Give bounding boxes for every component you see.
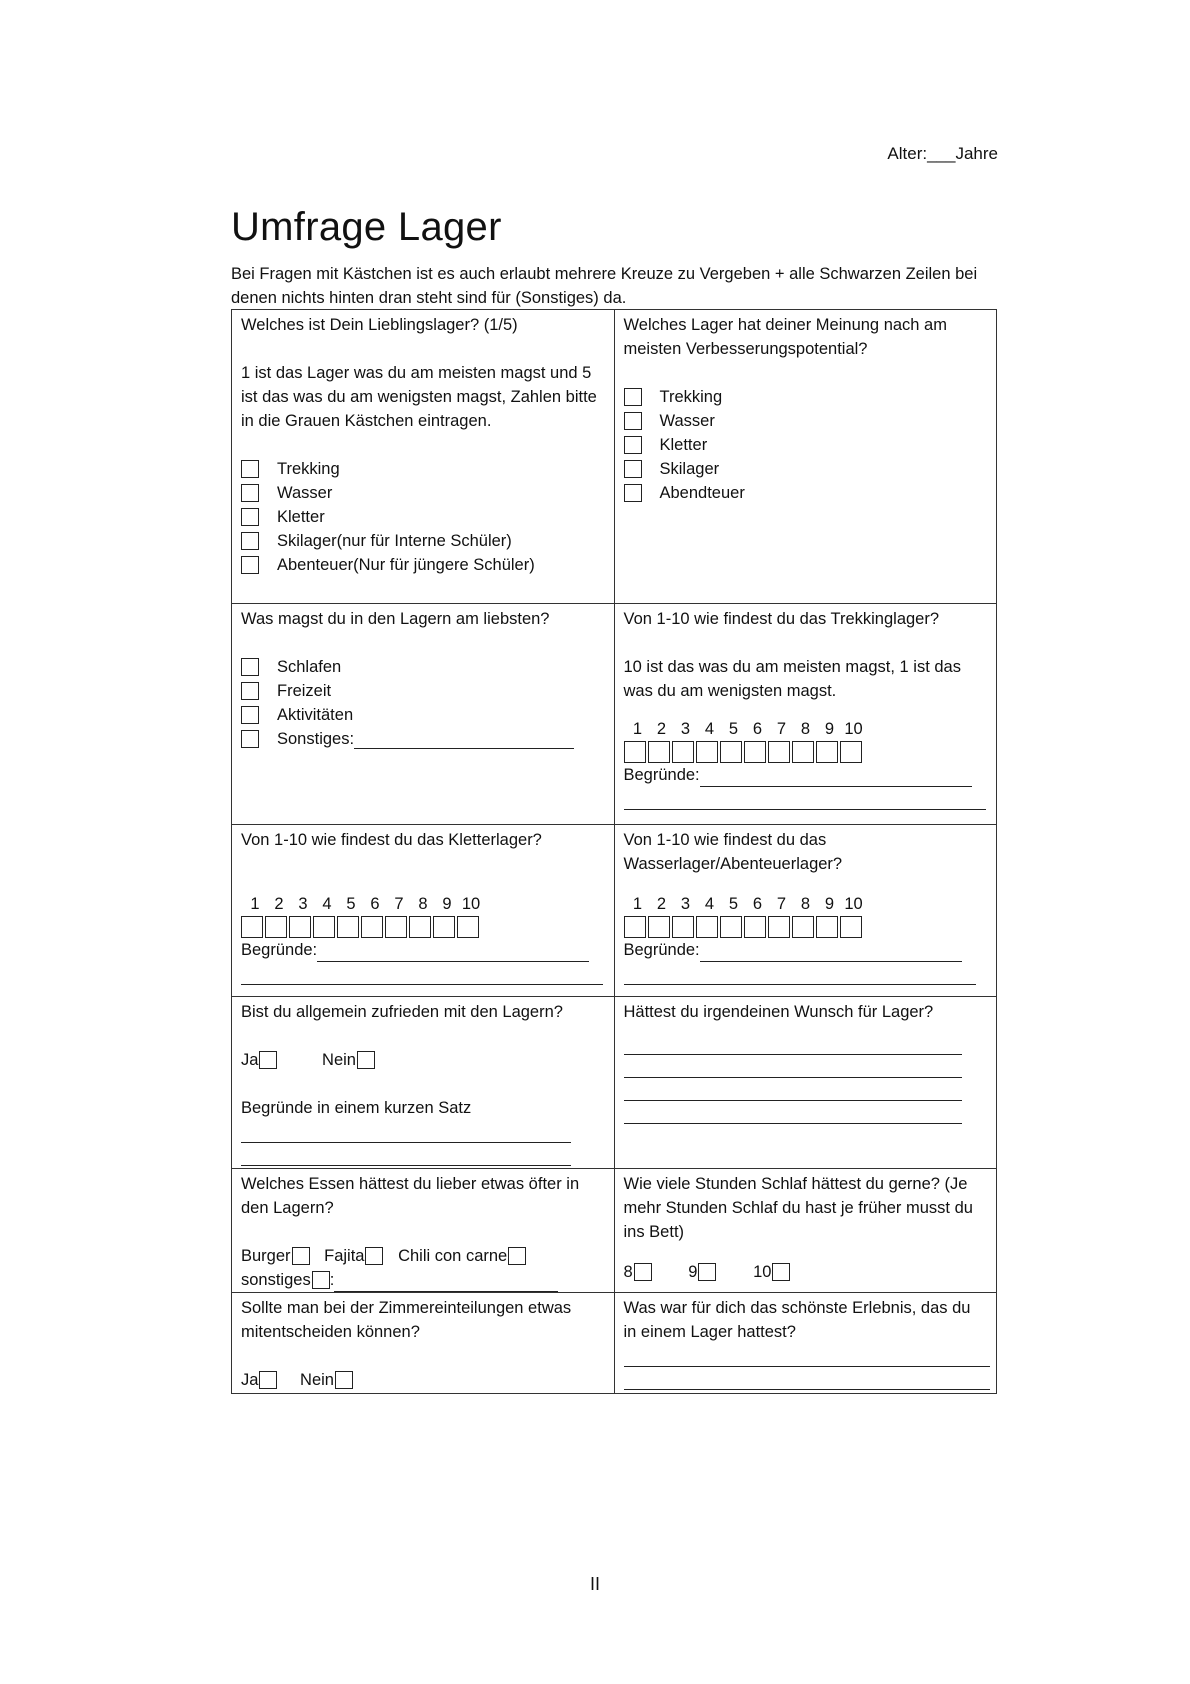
other-input-line[interactable]	[334, 1273, 558, 1292]
q2-option[interactable]	[624, 481, 988, 505]
q7-yes[interactable]	[241, 1048, 277, 1072]
checkbox[interactable]	[313, 916, 335, 938]
q3-other[interactable]	[241, 727, 605, 751]
experience-input-line[interactable]	[624, 1367, 990, 1390]
checkbox[interactable]	[768, 916, 790, 938]
checkbox[interactable]	[337, 916, 359, 938]
checkbox[interactable]	[289, 916, 311, 938]
checkbox[interactable]	[768, 741, 790, 763]
scale-number: 8	[800, 720, 811, 738]
q12-question: Was war für dich das schönste Erlebnis, das du in einem Lager hattest?	[623, 1299, 971, 1341]
q4-scale-numbers	[626, 717, 988, 741]
checkbox[interactable]	[840, 741, 862, 763]
option-label: 8	[623, 1263, 633, 1281]
scale-number: 9	[824, 720, 835, 738]
q3-cell	[232, 604, 615, 825]
checkbox[interactable]	[241, 916, 263, 938]
checkbox[interactable]	[720, 916, 742, 938]
option-label: Freizeit	[277, 682, 332, 700]
scale-number: 4	[704, 720, 715, 738]
q1-option[interactable]	[241, 505, 605, 529]
q9-option[interactable]	[241, 1244, 310, 1268]
checkbox[interactable]	[624, 741, 646, 763]
q11-yes[interactable]	[241, 1368, 277, 1392]
checkbox[interactable]	[624, 460, 642, 478]
checkbox[interactable]	[241, 460, 259, 478]
age-field[interactable]: Alter:___Jahre	[887, 144, 998, 163]
reason-input-line[interactable]	[624, 962, 976, 985]
checkbox[interactable]	[772, 1263, 790, 1281]
scale-number: 3	[680, 895, 691, 913]
option-label: Aktivitäten	[277, 706, 354, 724]
checkbox[interactable]	[241, 556, 259, 574]
scale-number: 3	[680, 720, 691, 738]
option-label: Fajita	[324, 1247, 365, 1265]
checkbox[interactable]	[385, 916, 407, 938]
checkbox[interactable]	[696, 916, 718, 938]
q7-cell	[232, 997, 615, 1169]
q10-option[interactable]	[688, 1260, 716, 1284]
checkbox[interactable]	[409, 916, 431, 938]
q3-option[interactable]	[241, 679, 605, 703]
scale-number: 8	[800, 895, 811, 913]
checkbox[interactable]	[792, 916, 814, 938]
page-title: Umfrage Lager	[231, 205, 502, 249]
scale-number: 2	[656, 895, 667, 913]
no-label: Nein	[300, 1371, 334, 1389]
option-label: Skilager	[659, 460, 720, 478]
checkbox[interactable]	[672, 916, 694, 938]
checkbox[interactable]	[744, 916, 766, 938]
q1-instructions: 1 ist das Lager was du am meisten magst und 5 ist das was du am wenigsten magst, Zahlen bitte in die Grauen Kästchen eintragen.	[241, 364, 597, 430]
checkbox[interactable]	[292, 1247, 310, 1265]
q4-instructions: 10 ist das was du am meisten magst, 1 ist das was du am wenigsten magst.	[623, 658, 961, 700]
q1-cell	[232, 310, 615, 604]
q6-scale-numbers	[626, 892, 988, 916]
option-label: Abenteuer(Nur für jüngere Schüler)	[277, 556, 535, 574]
q1-question: Welches ist Dein Lieblingslager? (1/5)	[241, 316, 518, 334]
checkbox[interactable]	[241, 682, 259, 700]
option-label: Burger	[241, 1247, 291, 1265]
reason-input-line[interactable]	[624, 787, 986, 810]
scale-number: 8	[418, 895, 428, 913]
checkbox[interactable]	[259, 1051, 277, 1069]
option-label: 10	[753, 1263, 772, 1281]
q8-cell	[614, 997, 997, 1169]
wish-input-line[interactable]	[624, 1055, 962, 1078]
yes-label: Ja	[241, 1371, 259, 1389]
option-label: Schlafen	[277, 658, 342, 676]
scale-number: 9	[442, 895, 452, 913]
q3-option[interactable]	[241, 655, 605, 679]
experience-input-line[interactable]	[624, 1344, 990, 1367]
checkbox[interactable]	[696, 741, 718, 763]
scale-number: 3	[298, 895, 308, 913]
checkbox[interactable]	[241, 730, 259, 748]
scale-number: 1	[632, 720, 643, 738]
q3-option[interactable]	[241, 703, 605, 727]
checkbox[interactable]	[792, 741, 814, 763]
checkbox[interactable]	[624, 436, 642, 454]
checkbox[interactable]	[265, 916, 287, 938]
q5-cell	[232, 825, 615, 997]
option-label: Kletter	[277, 508, 325, 526]
q9-cell	[232, 1169, 615, 1293]
q2-option[interactable]	[624, 457, 988, 481]
q1-option[interactable]	[241, 457, 605, 481]
scale-number: 9	[824, 895, 835, 913]
reason-input-line[interactable]	[700, 768, 972, 787]
q4-scale-boxes	[624, 741, 988, 763]
wish-input-line[interactable]	[624, 1101, 962, 1124]
q1-option[interactable]	[241, 481, 605, 505]
q9-option[interactable]	[398, 1244, 526, 1268]
scale-number: 7	[776, 895, 787, 913]
option-label: Wasser	[659, 412, 715, 430]
option-label: Chili con carne	[398, 1247, 508, 1265]
q6-cell	[614, 825, 997, 997]
scale-number: 5	[346, 895, 356, 913]
q10-option[interactable]	[753, 1260, 790, 1284]
scale-number: 1	[250, 895, 260, 913]
reason-label: Begründe:	[241, 941, 318, 959]
yes-label: Ja	[241, 1051, 259, 1069]
checkbox[interactable]	[312, 1271, 330, 1289]
q8-question: Hättest du irgendeinen Wunsch für Lager?	[623, 1003, 934, 1021]
checkbox[interactable]	[634, 1263, 652, 1281]
q2-option[interactable]	[624, 433, 988, 457]
q1-option[interactable]	[241, 553, 605, 577]
checkbox[interactable]	[335, 1371, 353, 1389]
scale-number: 4	[322, 895, 332, 913]
scale-number: 7	[776, 720, 787, 738]
reason-label: Begründe:	[623, 941, 700, 959]
scale-number: 10	[461, 895, 481, 913]
q2-option[interactable]	[624, 409, 988, 433]
checkbox[interactable]	[648, 916, 670, 938]
q9-option[interactable]	[324, 1244, 383, 1268]
scale-number: 2	[656, 720, 667, 738]
q3-question: Was magst du in den Lagern am liebsten?	[241, 610, 550, 628]
checkbox[interactable]	[259, 1371, 277, 1389]
scale-number: 6	[370, 895, 380, 913]
scale-number: 4	[704, 895, 715, 913]
intro-text: Bei Fragen mit Kästchen ist es auch erlaubt mehrere Kreuze zu Vergeben + alle Schwarzen Zeilen bei denen nichts hinten dran steht sind für (Sonstiges) da.	[231, 265, 978, 307]
reason-input-line[interactable]	[317, 943, 589, 962]
q2-question: Welches Lager hat deiner Meinung nach am meisten Verbesserungspotential?	[623, 316, 947, 358]
scale-number: 7	[394, 895, 404, 913]
scale-number: 10	[844, 895, 863, 913]
scale-number: 5	[728, 895, 739, 913]
checkbox[interactable]	[840, 916, 862, 938]
q10-cell	[614, 1169, 997, 1293]
checkbox[interactable]	[744, 741, 766, 763]
reason-input-line[interactable]	[700, 943, 962, 962]
reason-input-line[interactable]	[241, 1120, 571, 1143]
option-label: Trekking	[659, 388, 723, 406]
checkbox[interactable]	[508, 1247, 526, 1265]
checkbox[interactable]	[357, 1051, 375, 1069]
scale-number: 1	[632, 895, 643, 913]
checkbox[interactable]	[241, 706, 259, 724]
survey-table	[231, 309, 997, 1394]
other-input-line[interactable]	[354, 730, 574, 749]
no-label: Nein	[322, 1051, 356, 1069]
q11-no[interactable]	[300, 1368, 353, 1392]
checkbox[interactable]	[241, 508, 259, 526]
q1-option[interactable]	[241, 529, 605, 553]
checkbox[interactable]	[457, 916, 479, 938]
checkbox[interactable]	[624, 388, 642, 406]
q5-scale-boxes	[241, 916, 605, 938]
q10-question: Wie viele Stunden Schlaf hättest du gerne? (Je mehr Stunden Schlaf du hast je früher musst du ins Bett)	[623, 1175, 973, 1241]
checkbox[interactable]	[816, 741, 838, 763]
checkbox[interactable]	[698, 1263, 716, 1281]
option-label: Skilager(nur für Interne Schüler)	[277, 532, 512, 550]
q11-question: Sollte man bei der Zimmereinteilungen etwas mitentscheiden können?	[241, 1299, 572, 1341]
q4-question: Von 1-10 wie findest du das Trekkinglager?	[623, 610, 940, 628]
q2-cell	[614, 310, 997, 604]
reason-label: Begründe:	[623, 766, 700, 784]
scale-number: 2	[274, 895, 284, 913]
option-label: Abendteuer	[659, 484, 745, 502]
option-label: Kletter	[659, 436, 708, 454]
checkbox[interactable]	[361, 916, 383, 938]
scale-number: 6	[752, 895, 763, 913]
checkbox[interactable]	[624, 484, 642, 502]
checkbox[interactable]	[365, 1247, 383, 1265]
checkbox[interactable]	[433, 916, 455, 938]
q7-no[interactable]	[322, 1048, 375, 1072]
q5-question: Von 1-10 wie findest du das Kletterlager?	[241, 831, 542, 849]
checkbox[interactable]	[241, 658, 259, 676]
checkbox[interactable]	[624, 412, 642, 430]
scale-number: 10	[844, 720, 863, 738]
q6-scale-boxes	[624, 916, 988, 938]
option-label: 9	[688, 1263, 698, 1281]
reason-input-line[interactable]	[241, 1143, 571, 1166]
option-label: Trekking	[277, 460, 340, 478]
q7-reason-label: Begründe in einem kurzen Satz	[241, 1099, 472, 1117]
q2-option[interactable]	[624, 385, 988, 409]
wish-input-line[interactable]	[624, 1032, 962, 1055]
q11-cell	[232, 1293, 615, 1394]
checkbox[interactable]	[720, 741, 742, 763]
q4-cell	[614, 604, 997, 825]
wish-input-line[interactable]	[624, 1078, 962, 1101]
q9-other[interactable]: sonstiges :	[241, 1268, 334, 1292]
option-label: Wasser	[277, 484, 333, 502]
checkbox[interactable]	[672, 741, 694, 763]
other-label: sonstiges	[241, 1271, 311, 1289]
checkbox[interactable]	[648, 741, 670, 763]
other-label: Sonstiges:	[277, 730, 355, 748]
q7-question: Bist du allgemein zufrieden mit den Lagern?	[241, 1003, 563, 1021]
q9-question: Welches Essen hättest du lieber etwas öfter in den Lagern?	[241, 1175, 580, 1217]
scale-number: 5	[728, 720, 739, 738]
q6-question: Von 1-10 wie findest du das Wasserlager/Abenteuerlager?	[623, 831, 843, 873]
scale-number: 6	[752, 720, 763, 738]
page-number: II	[589, 1574, 600, 1594]
checkbox[interactable]	[241, 532, 259, 550]
q12-cell	[614, 1293, 997, 1394]
checkbox[interactable]	[241, 484, 259, 502]
checkbox[interactable]	[816, 916, 838, 938]
q10-option[interactable]	[624, 1260, 652, 1284]
reason-input-line[interactable]	[241, 962, 603, 985]
q5-scale-numbers	[243, 892, 605, 916]
checkbox[interactable]	[624, 916, 646, 938]
